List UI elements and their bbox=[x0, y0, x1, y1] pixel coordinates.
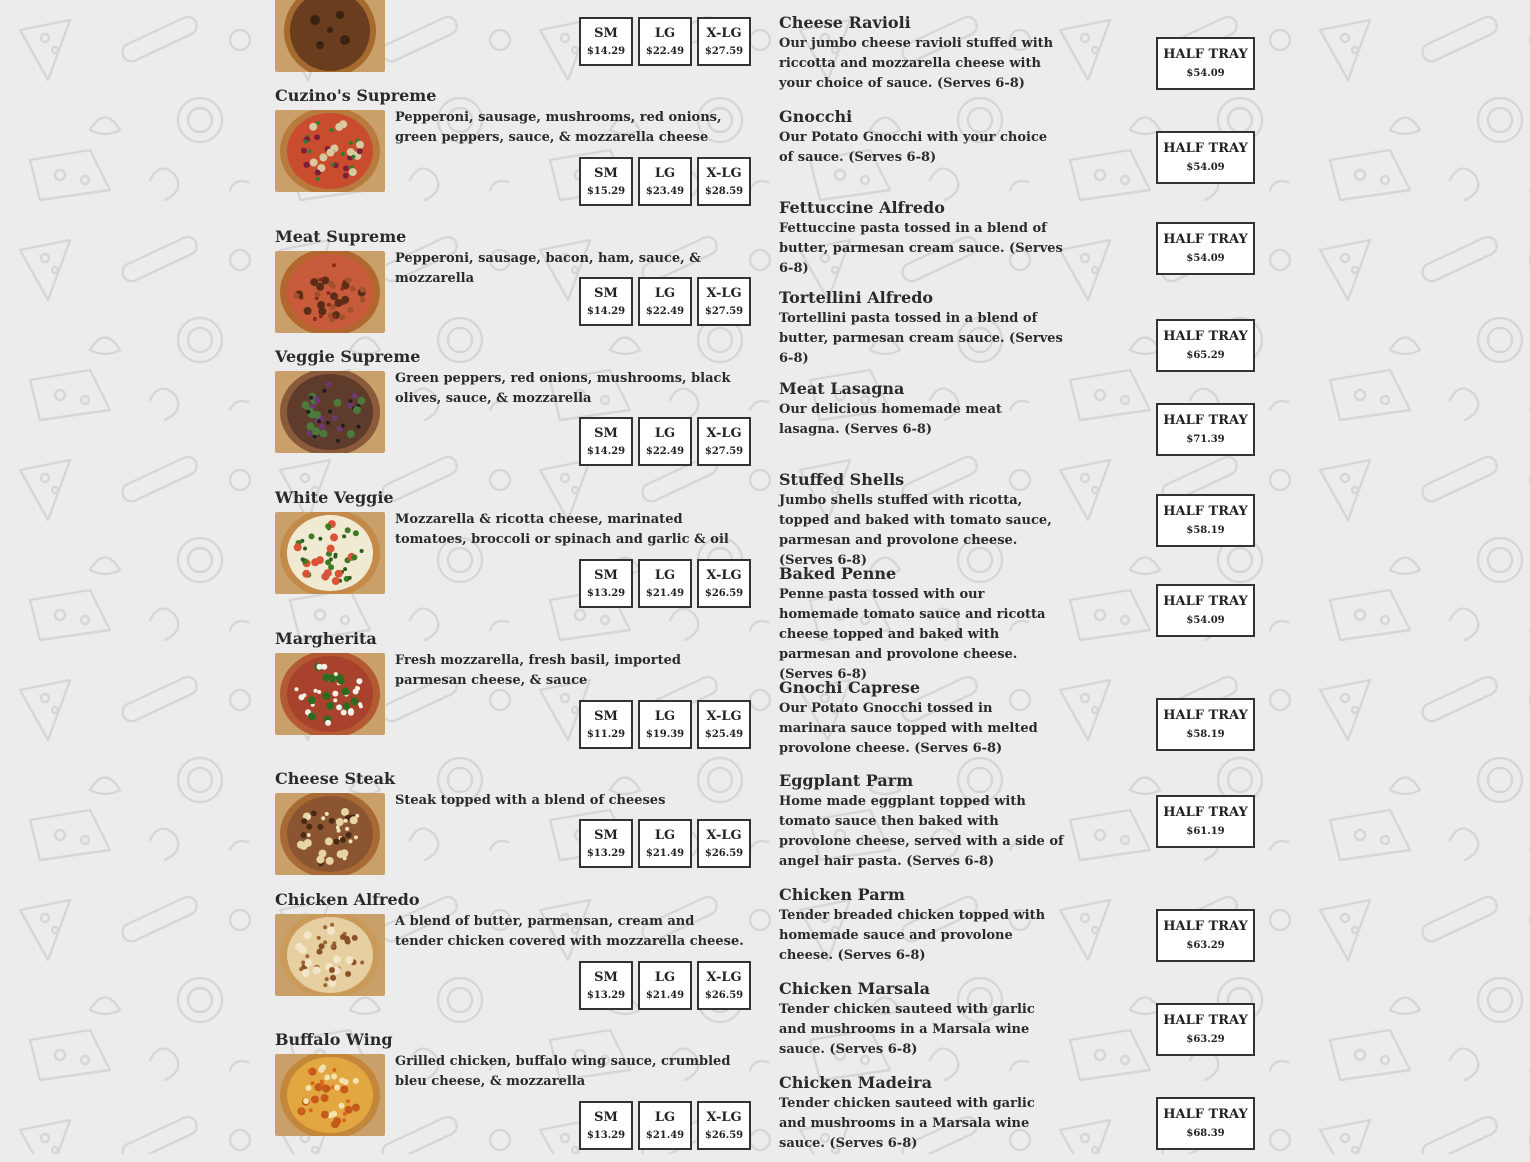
pizza-description: Pepperoni, sausage, bacon, ham, sauce, & mozzarella bbox=[395, 251, 701, 286]
pasta-title: Gnochi Caprese bbox=[779, 678, 921, 697]
size-price: $11.29 bbox=[586, 728, 626, 740]
pasta-description: Tender chicken sauteed with garlic and mushrooms in a Marsala wine sauce. (Serves 6-8) bbox=[779, 1002, 1035, 1057]
pasta-title: Stuffed Shells bbox=[779, 470, 905, 489]
size-price: $26.59 bbox=[704, 587, 744, 599]
size-price: $13.29 bbox=[586, 847, 626, 859]
pasta-item-9 bbox=[779, 884, 1255, 974]
size-price: $14.29 bbox=[586, 45, 626, 57]
size-sm-button[interactable] bbox=[579, 819, 633, 868]
size-label: SM bbox=[594, 708, 618, 724]
pizza-description: Mozzarella & ricotta cheese, marinated tomatoes, broccoli or spinach and garlic & oil bbox=[395, 512, 729, 547]
pizza-item-partial bbox=[275, 0, 751, 72]
tray-label: HALF TRAY bbox=[1163, 1013, 1248, 1028]
pizza-item-4 bbox=[275, 629, 751, 761]
tray-label: HALF TRAY bbox=[1163, 805, 1248, 820]
size-lg-button[interactable] bbox=[638, 277, 692, 326]
size-label: LG bbox=[654, 425, 676, 441]
size-xlg-button[interactable] bbox=[697, 157, 751, 206]
pizza-image bbox=[275, 653, 385, 735]
size-options bbox=[579, 1101, 751, 1150]
half-tray-button[interactable] bbox=[1156, 1097, 1255, 1150]
size-label: SM bbox=[594, 425, 618, 441]
size-label: X-LG bbox=[706, 425, 742, 441]
pasta-item-0 bbox=[779, 12, 1255, 102]
size-xlg-button[interactable] bbox=[697, 277, 751, 326]
pizza-image bbox=[275, 914, 385, 996]
size-price: $22.49 bbox=[645, 45, 685, 57]
size-label: SM bbox=[594, 567, 618, 583]
size-label: LG bbox=[654, 25, 676, 41]
size-label: X-LG bbox=[706, 165, 742, 181]
tray-label: HALF TRAY bbox=[1163, 1107, 1248, 1122]
tray-label: HALF TRAY bbox=[1163, 329, 1248, 344]
pizza-image bbox=[275, 1054, 385, 1136]
size-xlg-button[interactable] bbox=[697, 819, 751, 868]
size-price: $14.29 bbox=[586, 305, 626, 317]
tray-label: HALF TRAY bbox=[1163, 232, 1248, 247]
size-sm-button[interactable] bbox=[579, 559, 633, 608]
size-price: $27.59 bbox=[704, 445, 744, 457]
size-label: X-LG bbox=[706, 567, 742, 583]
pasta-item-4 bbox=[779, 378, 1255, 468]
size-price: $21.49 bbox=[645, 847, 685, 859]
pasta-item-1 bbox=[779, 106, 1255, 196]
tray-price: $63.29 bbox=[1186, 940, 1225, 951]
size-options bbox=[579, 417, 751, 466]
size-lg-button[interactable] bbox=[638, 1101, 692, 1150]
size-sm-button[interactable] bbox=[579, 157, 633, 206]
pizza-item-3 bbox=[275, 488, 751, 620]
size-label: SM bbox=[594, 1109, 618, 1125]
size-lg-button[interactable] bbox=[638, 17, 692, 66]
size-price: $21.49 bbox=[645, 587, 685, 599]
size-options bbox=[579, 17, 751, 66]
pizza-title: Buffalo Wing bbox=[275, 1030, 393, 1049]
size-lg-button[interactable] bbox=[638, 559, 692, 608]
size-price: $22.49 bbox=[645, 445, 685, 457]
pasta-title: Meat Lasagna bbox=[779, 379, 905, 398]
pizza-title: Veggie Supreme bbox=[275, 347, 421, 366]
size-price: $26.59 bbox=[704, 1129, 744, 1141]
pasta-title: Fettuccine Alfredo bbox=[779, 198, 945, 217]
half-tray-button[interactable] bbox=[1156, 494, 1255, 547]
pizza-image bbox=[275, 251, 385, 333]
pizza-item-5 bbox=[275, 769, 751, 901]
tray-price: $71.39 bbox=[1186, 434, 1225, 445]
pasta-description: Our Potato Gnocchi with your choice of sauce. (Serves 6-8) bbox=[779, 130, 1048, 165]
size-lg-button[interactable] bbox=[638, 417, 692, 466]
pasta-title: Baked Penne bbox=[779, 564, 897, 583]
half-tray-button[interactable] bbox=[1156, 222, 1255, 275]
size-xlg-button[interactable] bbox=[697, 1101, 751, 1150]
size-options bbox=[579, 559, 751, 608]
pasta-item-7 bbox=[779, 677, 1255, 767]
size-xlg-button[interactable] bbox=[697, 700, 751, 749]
size-label: LG bbox=[654, 567, 676, 583]
size-label: X-LG bbox=[706, 285, 742, 301]
size-price: $21.49 bbox=[645, 989, 685, 1001]
size-label: LG bbox=[654, 708, 676, 724]
tray-price: $58.19 bbox=[1186, 525, 1225, 536]
size-price: $21.49 bbox=[645, 1129, 685, 1141]
size-label: SM bbox=[594, 25, 618, 41]
pizza-image bbox=[275, 110, 385, 192]
pasta-description: Home made eggplant topped with tomato sauce then baked with provolone cheese, served with a side of angel hair pasta. (Serves 6-8) bbox=[779, 794, 1064, 869]
size-options bbox=[579, 700, 751, 749]
pasta-item-2 bbox=[779, 197, 1255, 287]
pizza-description: Green peppers, red onions, mushrooms, black olives, sauce, & mozzarella bbox=[395, 371, 731, 406]
pasta-title: Chicken Parm bbox=[779, 885, 905, 904]
size-xlg-button[interactable] bbox=[697, 17, 751, 66]
pasta-item-11 bbox=[779, 1072, 1255, 1162]
size-label: X-LG bbox=[706, 25, 742, 41]
pizza-image bbox=[275, 793, 385, 875]
size-price: $13.29 bbox=[586, 989, 626, 1001]
half-tray-button[interactable] bbox=[1156, 795, 1255, 848]
size-lg-button[interactable] bbox=[638, 819, 692, 868]
size-xlg-button[interactable] bbox=[697, 961, 751, 1010]
half-tray-button[interactable] bbox=[1156, 584, 1255, 637]
half-tray-button[interactable] bbox=[1156, 909, 1255, 962]
size-price: $27.59 bbox=[704, 45, 744, 57]
pasta-description: Penne pasta tossed with our homemade tomato sauce and ricotta cheese topped and baked with parmesan and provolone cheese. (Serves 6-8) bbox=[779, 587, 1046, 682]
pizza-image bbox=[275, 0, 385, 72]
size-lg-button[interactable] bbox=[638, 157, 692, 206]
pizza-item-0 bbox=[275, 86, 751, 218]
size-label: X-LG bbox=[706, 708, 742, 724]
size-price: $23.49 bbox=[645, 185, 685, 197]
pasta-title: Tortellini Alfredo bbox=[779, 288, 934, 307]
size-price: $28.59 bbox=[704, 185, 744, 197]
pizza-description: Grilled chicken, buffalo wing sauce, crumbled bleu cheese, & mozzarella bbox=[395, 1054, 731, 1089]
pizza-description: Pepperoni, sausage, mushrooms, red onions, green peppers, sauce, & mozzarella cheese bbox=[395, 110, 722, 145]
pizza-title: White Veggie bbox=[275, 488, 394, 507]
pasta-title: Cheese Ravioli bbox=[779, 13, 911, 32]
size-label: LG bbox=[654, 285, 676, 301]
pizza-item-6 bbox=[275, 890, 751, 1022]
half-tray-button[interactable] bbox=[1156, 319, 1255, 372]
half-tray-button[interactable] bbox=[1156, 403, 1255, 456]
size-label: X-LG bbox=[706, 827, 742, 843]
pizza-item-2 bbox=[275, 347, 751, 479]
size-label: LG bbox=[654, 969, 676, 985]
pizza-title: Meat Supreme bbox=[275, 227, 407, 246]
tray-price: $61.19 bbox=[1186, 826, 1225, 837]
size-label: SM bbox=[594, 827, 618, 843]
size-price: $22.49 bbox=[645, 305, 685, 317]
size-lg-button[interactable] bbox=[638, 700, 692, 749]
pasta-description: Tender breaded chicken topped with homemade sauce and provolone cheese. (Serves 6-8) bbox=[779, 908, 1046, 963]
size-price: $15.29 bbox=[586, 185, 626, 197]
tray-label: HALF TRAY bbox=[1163, 919, 1248, 934]
tray-label: HALF TRAY bbox=[1163, 413, 1248, 428]
pizza-item-7 bbox=[275, 1030, 751, 1162]
pasta-item-10 bbox=[779, 978, 1255, 1068]
pizza-title: Cheese Steak bbox=[275, 769, 396, 788]
size-sm-button[interactable] bbox=[579, 700, 633, 749]
pasta-description: Tortellini pasta tossed in a blend of butter, parmesan cream sauce. (Serves 6-8) bbox=[779, 311, 1063, 366]
size-price: $13.29 bbox=[586, 587, 626, 599]
pasta-item-8 bbox=[779, 770, 1255, 869]
half-tray-button[interactable] bbox=[1156, 1003, 1255, 1056]
size-label: SM bbox=[594, 969, 618, 985]
pasta-title: Gnocchi bbox=[779, 107, 853, 126]
size-sm-button[interactable] bbox=[579, 961, 633, 1010]
size-sm-button[interactable] bbox=[579, 277, 633, 326]
size-label: LG bbox=[654, 827, 676, 843]
tray-label: HALF TRAY bbox=[1163, 594, 1248, 609]
size-options bbox=[579, 819, 751, 868]
size-sm-button[interactable] bbox=[579, 417, 633, 466]
pasta-title: Eggplant Parm bbox=[779, 771, 914, 790]
size-xlg-button[interactable] bbox=[697, 417, 751, 466]
size-price: $13.29 bbox=[586, 1129, 626, 1141]
pizza-title: Cuzino's Supreme bbox=[275, 86, 437, 105]
tray-label: HALF TRAY bbox=[1163, 141, 1248, 156]
tray-label: HALF TRAY bbox=[1163, 504, 1248, 519]
size-price: $25.49 bbox=[704, 728, 744, 740]
pizza-title: Chicken Alfredo bbox=[275, 890, 420, 909]
size-sm-button[interactable] bbox=[579, 1101, 633, 1150]
size-options bbox=[579, 961, 751, 1010]
tray-price: $54.09 bbox=[1186, 162, 1225, 173]
pizza-image bbox=[275, 512, 385, 594]
pizza-item-1 bbox=[275, 227, 751, 359]
pizza-title: Margherita bbox=[275, 629, 377, 648]
pasta-item-6 bbox=[779, 563, 1255, 682]
pasta-item-5 bbox=[779, 469, 1255, 568]
size-label: SM bbox=[594, 165, 618, 181]
pasta-description: Jumbo shells stuffed with ricotta, topped and baked with tomato sauce, parmesan and provolone cheese. (Serves 6-8) bbox=[779, 493, 1052, 568]
tray-label: HALF TRAY bbox=[1163, 708, 1248, 723]
pizza-description: Fresh mozzarella, fresh basil, imported parmesan cheese, & sauce bbox=[395, 653, 681, 688]
size-price: $14.29 bbox=[586, 445, 626, 457]
size-label: LG bbox=[654, 165, 676, 181]
size-price: $26.59 bbox=[704, 989, 744, 1001]
pasta-description: Fettuccine pasta tossed in a blend of butter, parmesan cream sauce. (Serves 6-8) bbox=[779, 221, 1063, 276]
tray-price: $58.19 bbox=[1186, 729, 1225, 740]
tray-price: $63.29 bbox=[1186, 1034, 1225, 1045]
pizza-description: Steak topped with a blend of cheeses bbox=[395, 793, 666, 808]
pizza-image bbox=[275, 371, 385, 453]
tray-price: $54.09 bbox=[1186, 253, 1225, 264]
size-label: X-LG bbox=[706, 1109, 742, 1125]
size-label: X-LG bbox=[706, 969, 742, 985]
tray-label: HALF TRAY bbox=[1163, 47, 1248, 62]
half-tray-button[interactable] bbox=[1156, 698, 1255, 751]
size-label: SM bbox=[594, 285, 618, 301]
pasta-description: Our delicious homemade meat lasagna. (Serves 6-8) bbox=[779, 402, 1002, 437]
size-lg-button[interactable] bbox=[638, 961, 692, 1010]
pizza-description: A blend of butter, parmensan, cream and tender chicken covered with mozzarella cheese. bbox=[395, 914, 744, 949]
half-tray-button[interactable] bbox=[1156, 131, 1255, 184]
size-options bbox=[579, 277, 751, 326]
size-price: $19.39 bbox=[645, 728, 685, 740]
pasta-description: Our Potato Gnocchi tossed in marinara sauce topped with melted provolone cheese. (Serves 6-8) bbox=[779, 701, 1038, 756]
pasta-description: Our jumbo cheese ravioli stuffed with riccotta and mozzarella cheese with your choice of sauce. (Serves 6-8) bbox=[779, 36, 1054, 91]
tray-price: $54.09 bbox=[1186, 615, 1225, 626]
pasta-item-3 bbox=[779, 287, 1255, 377]
tray-price: $54.09 bbox=[1186, 68, 1225, 79]
pasta-title: Chicken Madeira bbox=[779, 1073, 932, 1092]
half-tray-button[interactable] bbox=[1156, 37, 1255, 90]
pasta-description: Tender chicken sauteed with garlic and mushrooms in a Marsala wine sauce. (Serves 6-8) bbox=[779, 1096, 1035, 1151]
size-price: $27.59 bbox=[704, 305, 744, 317]
size-price: $26.59 bbox=[704, 847, 744, 859]
size-xlg-button[interactable] bbox=[697, 559, 751, 608]
tray-price: $68.39 bbox=[1186, 1128, 1225, 1139]
size-options bbox=[579, 157, 751, 206]
size-label: LG bbox=[654, 1109, 676, 1125]
pasta-title: Chicken Marsala bbox=[779, 979, 930, 998]
size-sm-button[interactable] bbox=[579, 17, 633, 66]
tray-price: $65.29 bbox=[1186, 350, 1225, 361]
